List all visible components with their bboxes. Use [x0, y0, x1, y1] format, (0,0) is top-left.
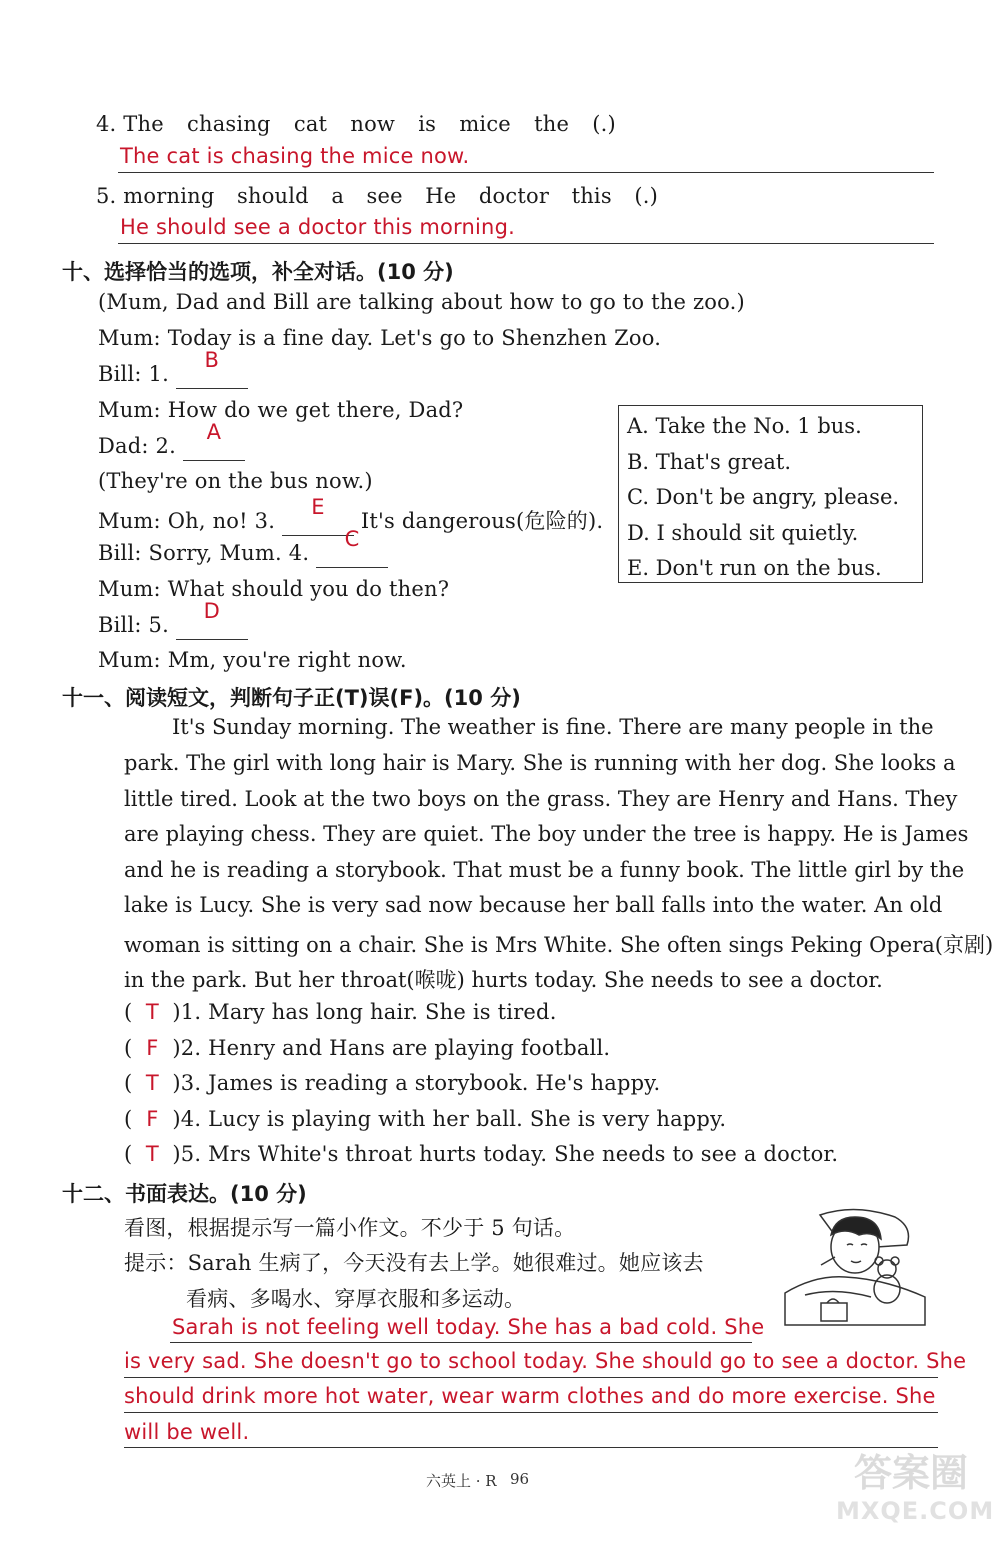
dialog-line: Mum: Mm, you're right now. — [98, 648, 407, 672]
tf-mark: T — [145, 1000, 159, 1024]
section-10-heading: 十、选择恰当的选项，补全对话。(10 分) — [62, 260, 454, 284]
passage-line: lake is Lucy. She is very sad now because her ball falls into the water. An old — [124, 893, 943, 917]
dialog-intro: (Mum, Dad and Bill are talking about how to go to the zoo.) — [98, 290, 745, 314]
watermark — [836, 1442, 995, 1534]
answer-blank-1: B — [176, 362, 248, 389]
tf-mark: T — [145, 1071, 159, 1095]
watermark-logo-text: 答案圈 — [853, 1451, 968, 1495]
option-c: C. Don't be angry, please. — [627, 485, 900, 509]
option-a: A. Take the No. 1 bus. — [627, 414, 862, 438]
tf-item: ( T )3. James is reading a storybook. He's happy. — [124, 1071, 661, 1095]
passage-line: It's Sunday morning. The weather is fine. There are many people in the — [172, 715, 934, 739]
tf-item: ( T )1. Mary has long hair. She is tired. — [124, 1000, 557, 1024]
option-b: B. That's great. — [627, 450, 792, 474]
watermark-url: MXQE.COM — [836, 1497, 995, 1525]
essay-line: should drink more hot water, wear warm clothes and do more exercise. She — [124, 1384, 936, 1408]
essay-line: Sarah is not feeling well today. She has a bad cold. She — [172, 1315, 765, 1339]
answer-blank-5: D — [176, 613, 248, 640]
tf-item: ( T )5. Mrs White's throat hurts today. She needs to see a doctor. — [124, 1142, 839, 1166]
section-11-heading: 十一、阅读短文，判断句子正(T)误(F)。(10 分) — [62, 686, 521, 710]
writing-line — [124, 1447, 938, 1448]
section-12-heading: 十二、书面表达。(10 分) — [62, 1182, 307, 1206]
answer-blank-4: C — [316, 541, 388, 568]
options-box — [618, 405, 923, 583]
dialog-line: Bill: 5. D — [98, 613, 248, 640]
writing-prompt: 看图，根据提示写一篇小作文。不少于 5 句话。 — [124, 1216, 576, 1240]
book-label: 六英上 · R — [426, 1472, 497, 1490]
passage-line: in the park. But her throat(喉咙) hurts today. She needs to see a doctor. — [124, 968, 883, 992]
dialog-line: Bill: Sorry, Mum. 4. C — [98, 541, 388, 568]
dialog-line: Dad: 2. A — [98, 434, 245, 461]
page-number: 96 — [510, 1470, 530, 1488]
option-d: D. I should sit quietly. — [627, 521, 859, 545]
sick-girl-illustration — [775, 1205, 940, 1335]
dialog-line: Mum: Today is a fine day. Let's go to Shenzhen Zoo. — [98, 326, 662, 350]
writing-line — [170, 1342, 752, 1343]
passage-line: woman is sitting on a chair. She is Mrs White. She often sings Peking Opera(京剧) — [124, 933, 994, 957]
writing-line — [124, 1377, 938, 1378]
passage-line: park. The girl with long hair is Mary. She is running with her dog. She looks a — [124, 751, 956, 775]
q5-answer-line — [118, 243, 934, 244]
tf-mark: F — [146, 1036, 159, 1060]
reading-passage — [124, 715, 994, 995]
q5-answer: He should see a doctor this morning. — [120, 215, 515, 239]
q4-answer: The cat is chasing the mice now. — [120, 144, 470, 168]
writing-line — [124, 1412, 938, 1413]
q4-words: 4. The chasing cat now is mice the (.) — [96, 112, 616, 136]
dialog-line: Bill: 1. B — [98, 362, 248, 389]
option-e: E. Don't run on the bus. — [627, 556, 882, 580]
answer-blank-2: A — [183, 434, 245, 461]
passage-line: are playing chess. They are quiet. The boy under the tree is happy. He is James — [124, 822, 969, 846]
answer-blank-3: E — [282, 509, 354, 536]
essay-line: will be well. — [124, 1420, 250, 1444]
tf-item: ( F )4. Lucy is playing with her ball. She is very happy. — [124, 1107, 727, 1131]
q5-words: 5. morning should a see He doctor this (.) — [96, 184, 658, 208]
passage-line: little tired. Look at the two boys on the grass. They are Henry and Hans. They — [124, 787, 958, 811]
passage-line: and he is reading a storybook. That must be a funny book. The little girl by the — [124, 858, 965, 882]
dialog-line: Mum: How do we get there, Dad? — [98, 398, 464, 422]
dialog-line: Mum: Oh, no! 3. E It's dangerous(危险的). — [98, 505, 603, 536]
writing-hint: 看病、多喝水、穿厚衣服和多运动。 — [186, 1287, 526, 1311]
tf-mark: T — [145, 1142, 159, 1166]
q4-answer-line — [118, 172, 934, 173]
tf-mark: F — [146, 1107, 159, 1131]
dialog-line: Mum: What should you do then? — [98, 577, 450, 601]
dialog-line: (They're on the bus now.) — [98, 469, 373, 493]
tf-item: ( F )2. Henry and Hans are playing football. — [124, 1036, 611, 1060]
essay-line: is very sad. She doesn't go to school today. She should go to see a doctor. She — [124, 1349, 967, 1373]
writing-hint: 提示：Sarah 生病了，今天没有去上学。她很难过。她应该去 — [124, 1251, 704, 1275]
